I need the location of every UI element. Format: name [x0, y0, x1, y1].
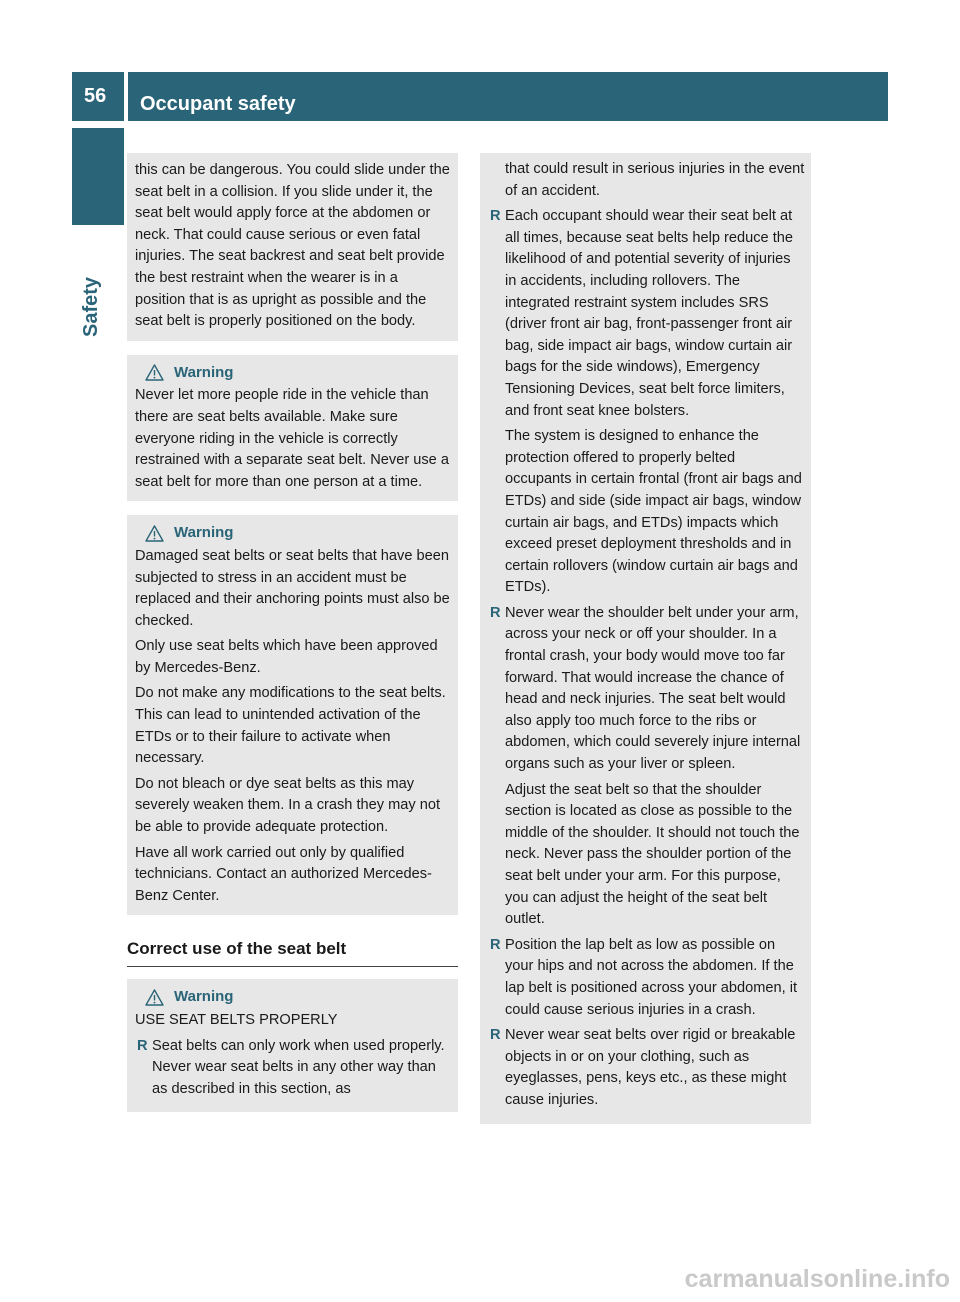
bullet-text: Each occupant should wear their seat belt at all times, because seat belts help reduce the likelihood of and potential severity of injuries in accidents, including rollovers. The integrated restraint system includes SRS (driver front air bag, front-passenger front air bag, side impact air bags, window curtain air bags for the side windows), Emergency Tensioning Devices, seat belt force limiters, and front seat knee bolsters. — [505, 208, 793, 419]
page-number: 56 — [84, 85, 107, 107]
list-item — [488, 935, 805, 1021]
bullet-text: Seat belts can only work when used properly. Never wear seat belts in any other way than as described in this section, as — [152, 1037, 445, 1097]
watermark: carmanualsonline.info — [684, 1265, 950, 1293]
warning-heading — [145, 986, 452, 1008]
warning-subheading: USE SEAT BELTS PROPERLY — [135, 1012, 338, 1028]
warning-triangle-icon — [145, 525, 164, 542]
warning-label: Warning — [174, 988, 234, 1006]
side-section-label: Safety — [80, 276, 102, 337]
list-item — [488, 1025, 805, 1111]
bullet-text: Never wear seat belts over rigid or breakable objects in or on your clothing, such as eyeglasses, pens, keys etc., as these might cause injuries. — [505, 1027, 796, 1108]
warning-paragraph: Do not make any modifications to the seat belts. This can lead to unintended activation of the ETDs or to their failure to activate when necessary. — [135, 685, 446, 767]
bullet-text: Position the lap belt as low as possible on your hips and not across the abdomen. If the lap belt is positioned across your abdomen, it could cause serious injuries in a crash. — [505, 936, 798, 1018]
warning-text: Never let more people ride in the vehicle than there are seat belts available. Make sure everyone riding in the vehicle is correctly restrained with a separate seat belt. Never use a seat belt for more than one person at a time. — [135, 387, 449, 490]
warning-box-2 — [127, 515, 458, 915]
warning-heading — [145, 362, 452, 384]
warning-heading — [145, 522, 452, 544]
warning-box-1 — [127, 355, 458, 502]
page-title: Occupant safety — [140, 93, 296, 115]
warning-triangle-icon — [145, 989, 164, 1006]
list-item — [488, 603, 805, 776]
bullet-mark: R — [490, 1027, 501, 1044]
side-tab-block — [72, 128, 124, 225]
list-item — [135, 1036, 452, 1101]
intro-box — [127, 153, 458, 341]
warning-paragraph: Do not bleach or dye seat belts as this may severely weaken them. In a crash they may not be able to provide adequate protection. — [135, 775, 440, 836]
bullet-extra-text: Adjust the seat belt so that the shoulder section is located as close as possible to the middle of the shoulder. It should not touch the neck. Never pass the shoulder portion of the seat belt under your arm. For this purpose, you can adjust the height of the seat belt outlet. — [505, 781, 800, 928]
bullet-mark: R — [490, 208, 501, 225]
bullet-mark: R — [137, 1037, 148, 1054]
warning-box-3 — [127, 979, 458, 1112]
continuation-text: that could result in serious injuries in the event of an accident. — [505, 161, 805, 199]
warning-paragraph: Only use seat belts which have been approved by Mercedes-Benz. — [135, 638, 438, 676]
bullet-mark: R — [490, 936, 501, 953]
warning-label: Warning — [174, 363, 234, 381]
intro-text: this can be dangerous. You could slide under the seat belt in a collision. If you slide under it, the seat belt would apply force at the abdomen or neck. That could cause serious or even fatal injuries. The seat backrest and seat belt provide the best restraint when the wearer is in a position that is as upright as possible and the seat belt is properly positioned on the body. — [135, 162, 450, 330]
bullet-text: Never wear the shoulder belt under your arm, across your neck or off your shoulder. In a frontal crash, your body would move too far forward. That would increase the chance of head and neck injuries. The seat belt would also apply too much force to the ribs or abdomen, which could severely injure internal organs such as your liver or spleen. — [505, 604, 801, 773]
right-column — [480, 153, 811, 1124]
warning-continuation-box — [480, 153, 811, 1124]
left-column — [127, 153, 458, 1126]
section-title: Correct use of the seat belt — [127, 929, 458, 967]
bullet-mark: R — [490, 604, 501, 621]
warning-triangle-icon — [145, 364, 164, 381]
warning-label: Warning — [174, 524, 234, 542]
warning-paragraph: Have all work carried out only by qualified technicians. Contact an authorized Mercedes-Benz Center. — [135, 844, 432, 904]
header-separator — [124, 72, 128, 121]
bullet-extra-text: The system is designed to enhance the protection offered to properly belted occupants in certain frontal (front air bags and ETDs) and side (side impact air bags, window curtain air bags, and ETDs) impacts which exceed preset deployment thresholds and in certain rollovers (window curtain air bags and ETDs). — [505, 428, 802, 596]
list-item — [488, 206, 805, 422]
warning-paragraph: Damaged seat belts or seat belts that have been subjected to stress in an accident must be replaced and their anchoring points must also be checked. — [135, 547, 450, 629]
